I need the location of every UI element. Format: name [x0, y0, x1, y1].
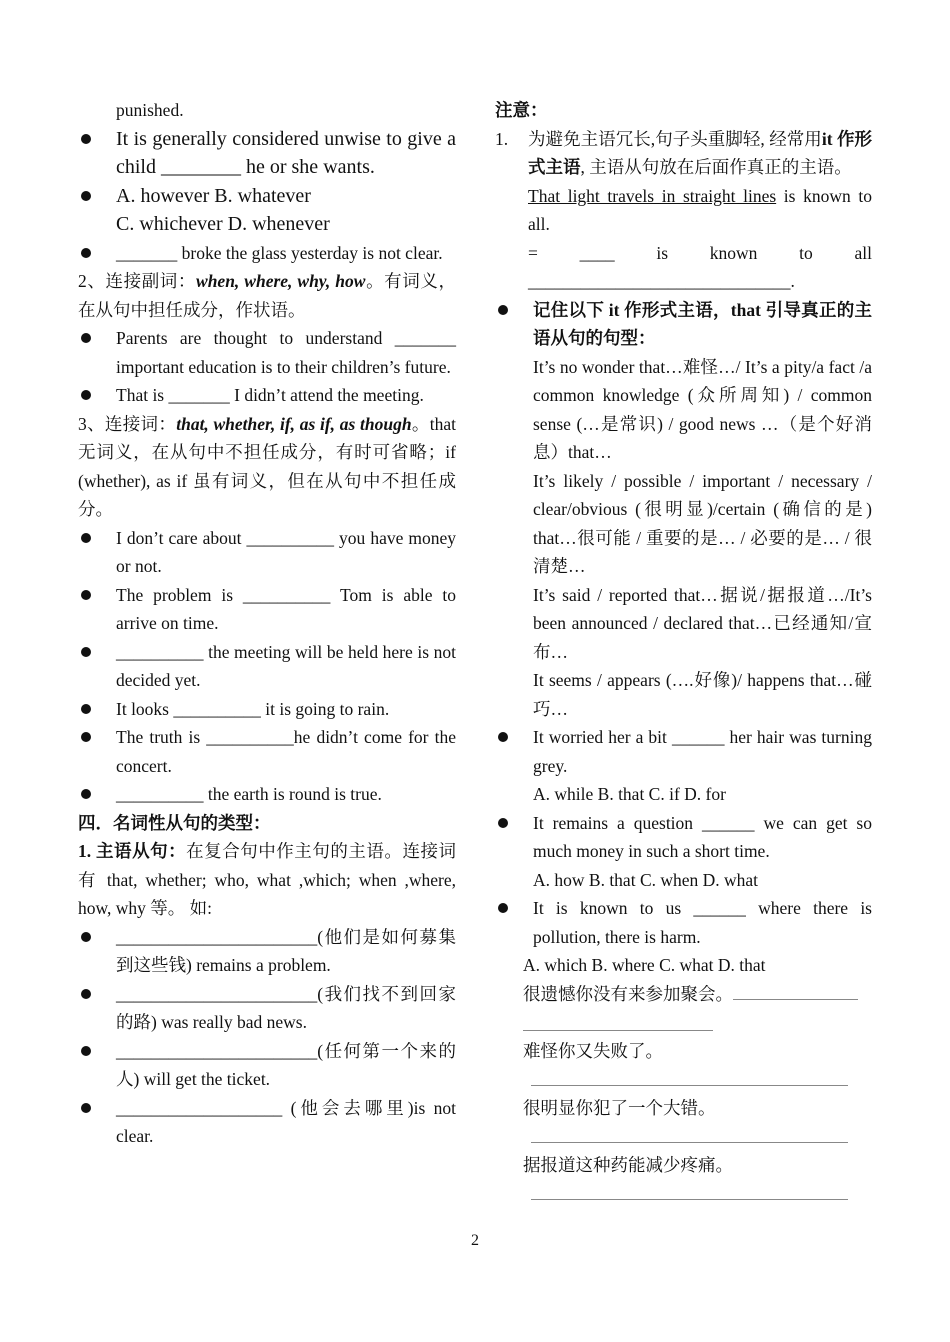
section-2-words: when, where, why, how	[196, 271, 366, 291]
note-text: , 主语从句放在后面作真正的主语。	[580, 157, 852, 177]
section-3-paragraph	[78, 410, 456, 524]
note-number: 1.	[495, 128, 509, 149]
note-text: 为避免主语冗长,句子头重脚轻, 经常用	[528, 128, 822, 149]
exercise-item: It remains a question ______ we can get so much money in such a short time.	[495, 809, 872, 866]
right-column	[495, 96, 872, 1208]
note-bold: it 作形式主语	[528, 128, 872, 177]
answer-line	[523, 1008, 872, 1037]
pattern-text: It seems / appears (….好像)/ happens that…碰巧…	[533, 670, 872, 719]
pattern-text: It’s likely / possible / important / necessary / clear/obvious (很明显)/certain (确信的是) that…很可能 / 重要的是… / 必要的是… / 很清楚…	[533, 470, 872, 576]
exercise-item: ___________________ (他会去哪里)is not clear.	[78, 1094, 456, 1151]
section-heading: 四．名词性从句的类型：	[78, 812, 271, 833]
answer-line	[523, 1122, 872, 1151]
exercise-item: __________ the earth is round is true.	[78, 780, 456, 809]
subject-clause-paragraph	[78, 837, 456, 923]
exercise-item: __________ the meeting will be held here is not decided yet.	[78, 638, 456, 695]
exercise-item: The problem is __________ Tom is able to arrive on time.	[78, 581, 456, 638]
section-3-text: 。that 无词义，在从句中不担任成分，有时可省略；if (whether), as if 虽有词义，但在从句中不担任成分。	[78, 413, 456, 519]
answer-line	[523, 1065, 872, 1094]
page-number: 2	[471, 1232, 479, 1249]
section-3-words: that, whether, if, as if, as though	[176, 413, 412, 434]
options-line: A. while B. that C. if D. for	[533, 784, 726, 804]
subject-clause-text: 在复合句中作主句的主语。连接词有 that, whether; who, what ,which; when ,where, how, why 等。 如:	[78, 841, 457, 918]
exercise-item: That is _______ I didn’t attend the meeting.	[78, 381, 456, 410]
pattern-text: It’s no wonder that…难怪…/ It’s a pity/a fact /a common knowledge (众所周知) / common sense (…是常识) / good news …（是个好消息）that…	[533, 356, 872, 462]
exercise-item: It looks __________ it is going to rain.	[78, 695, 456, 724]
translation-prompt: 很明显你犯了一个大错。	[523, 1097, 716, 1118]
options-line: C. whichever D. whenever	[116, 213, 330, 235]
rewrite-word: to	[799, 242, 813, 263]
rewrite-line	[495, 239, 872, 268]
section-2-label: 2、连接副词：	[78, 271, 197, 291]
section-2-paragraph	[78, 267, 456, 324]
pattern-text: It’s said / reported that…据说/据报道…/It’s been announced / declared that…已经通知/宣布…	[533, 584, 872, 662]
answer-blank	[733, 981, 858, 1000]
answer-line	[523, 1179, 872, 1208]
options-line: A. which B. where C. what D. that	[523, 955, 766, 975]
exercise-item: _______________________(他们是如何募集到这些钱) remains a problem.	[78, 923, 456, 980]
exercise-item: _______________________(任何第一个来的人) will get the ticket.	[78, 1037, 456, 1094]
subject-clause-label: 1. 主语从句：	[78, 841, 187, 861]
note-item-1	[495, 125, 872, 182]
text-line: punished.	[116, 100, 184, 120]
translation-item	[495, 980, 872, 1009]
pattern-heading: 记住以下 it 作形式主语，that 引导真正的主语从句的句型：	[495, 296, 872, 353]
example-rest: is known to all.	[528, 185, 872, 234]
exercise-item: _______ broke the glass yesterday is not clear.	[78, 239, 456, 268]
options-line: A. however B. whatever	[116, 184, 311, 207]
exercise-item: Parents are thought to understand _______ important education is to their children’s future.	[78, 324, 456, 381]
exercise-item: It is known to us ______ where there is pollution, there is harm.	[495, 894, 872, 951]
left-column	[78, 96, 456, 1151]
rewrite-eq: =	[528, 242, 538, 263]
rewrite-word: is	[656, 242, 669, 263]
exercise-item: It worried her a bit ______ her hair was turning grey.	[495, 723, 872, 780]
exercise-item: It is generally considered unwise to give a child ________ he or she wants.	[78, 125, 456, 182]
options-item	[78, 182, 456, 239]
exercise-item: I don’t care about __________ you have money or not.	[78, 524, 456, 581]
example-sentence	[495, 182, 872, 239]
rewrite-blank: ____	[579, 242, 615, 263]
translation-prompt: 很遗憾你没有来参加聚会。	[523, 983, 733, 1004]
rewrite-blank-line: ______________________________.	[528, 271, 795, 291]
section-3-label: 3、连接词：	[78, 413, 177, 434]
exercise-item: _______________________(我们找不到回家的路) was really bad news.	[78, 980, 456, 1037]
translation-prompt: 据报道这种药能减少疼痛。	[523, 1154, 733, 1175]
example-underlined: That light travels in straight lines	[528, 185, 777, 206]
rewrite-word: known	[709, 242, 758, 263]
section-2-text: 。有词义，在从句中担任成分，作状语。	[78, 271, 457, 320]
rewrite-word: all	[854, 242, 872, 263]
note-heading: 注意：	[495, 100, 548, 120]
translation-prompt: 难怪你又失败了。	[523, 1040, 663, 1061]
exercise-item: The truth is __________he didn’t come for the concert.	[78, 723, 456, 780]
options-line: A. how B. that C. when D. what	[533, 869, 759, 890]
